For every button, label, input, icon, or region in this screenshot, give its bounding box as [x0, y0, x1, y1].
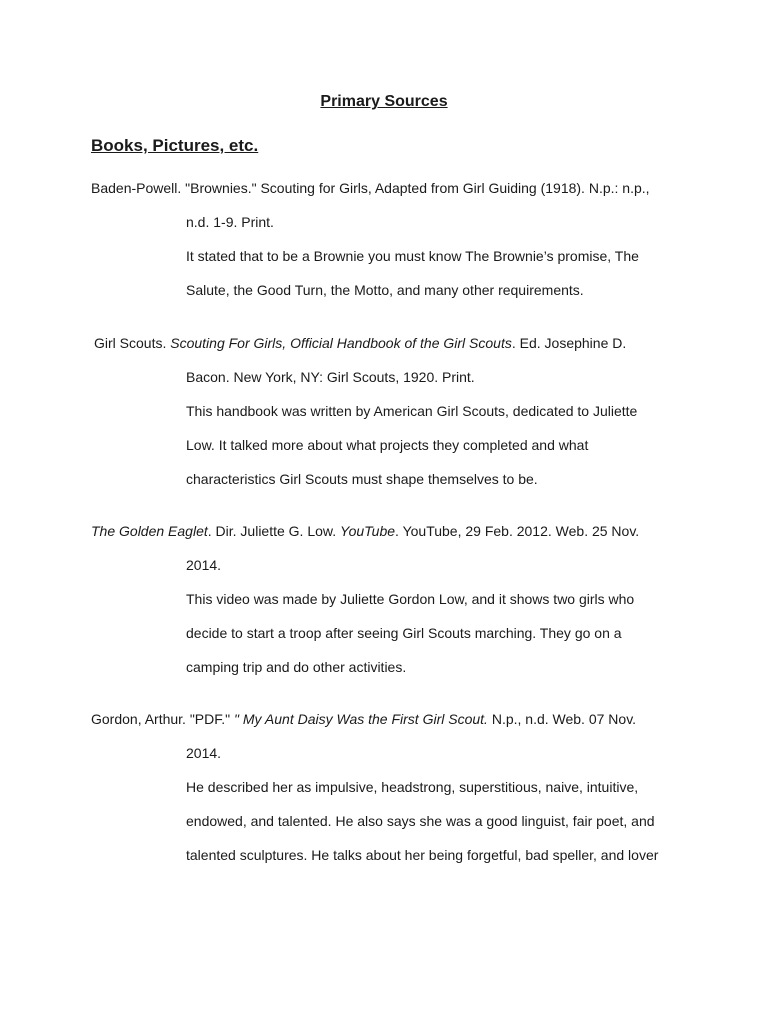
annotation-line: endowed, and talented. He also says she was a good linguist, fair poet, and: [186, 813, 655, 829]
annotation-line: camping trip and do other activities.: [186, 659, 407, 675]
section-heading: Books, Pictures, etc.: [91, 136, 259, 155]
page-title: Primary Sources: [320, 93, 448, 110]
citation-line: 2014.: [186, 557, 222, 573]
citation-line: [91, 522, 639, 540]
citation-line: n.d. 1-9. Print.: [186, 214, 274, 230]
citation-text: Gordon, Arthur. "PDF.": [91, 711, 235, 727]
citation-title: Scouting For Girls, Official Handbook of the Girl Scouts: [170, 335, 512, 351]
citation-text: N.p., n.d. Web. 07 Nov.: [487, 711, 637, 727]
annotation-line: This video was made by Juliette Gordon Low, and it shows two girls who: [186, 591, 635, 607]
citation-text: . Ed. Josephine D.: [511, 335, 627, 351]
citation-text: . YouTube, 29 Feb. 2012. Web. 25 Nov.: [395, 523, 640, 539]
citation-line: 2014.: [186, 745, 222, 761]
citation-source: YouTube: [340, 523, 396, 539]
citation-text: Girl Scouts.: [94, 335, 171, 351]
citation-title: The Golden Eaglet: [91, 523, 208, 539]
annotation-line: characteristics Girl Scouts must shape themselves to be.: [186, 471, 538, 487]
citation-line: Baden-Powell. "Brownies." Scouting for Girls, Adapted from Girl Guiding (1918). N.p.: n.p.,: [91, 180, 650, 196]
annotation-line: It stated that to be a Brownie you must know The Brownie’s promise, The: [186, 248, 639, 264]
citation-title: " My Aunt Daisy Was the First Girl Scout.: [234, 711, 488, 727]
citation-line: Bacon. New York, NY: Girl Scouts, 1920. Print.: [186, 369, 475, 385]
citation-line: [94, 334, 626, 352]
citation-text: . Dir. Juliette G. Low.: [207, 523, 341, 539]
annotation-line: This handbook was written by American Girl Scouts, dedicated to Juliette: [186, 403, 638, 419]
annotation-line: talented sculptures. He talks about her being forgetful, bad speller, and lover: [186, 847, 659, 863]
annotation-line: Salute, the Good Turn, the Motto, and many other requirements.: [186, 282, 584, 298]
citation-line: [91, 710, 636, 728]
annotation-line: He described her as impulsive, headstrong, superstitious, naive, intuitive,: [186, 779, 639, 795]
annotation-line: Low. It talked more about what projects they completed and what: [186, 437, 589, 453]
annotation-line: decide to start a troop after seeing Girl Scouts marching. They go on a: [186, 625, 622, 641]
